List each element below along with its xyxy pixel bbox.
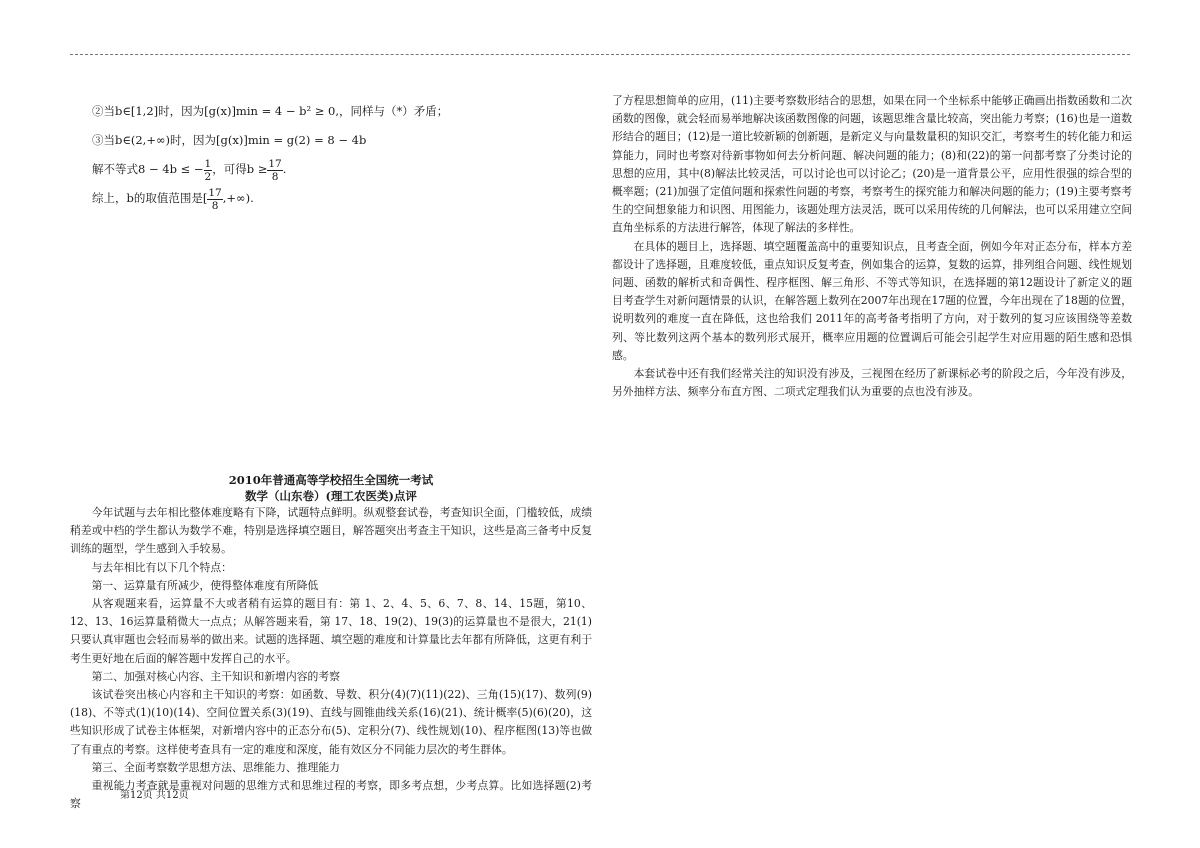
- fraction-denominator: 8: [211, 199, 219, 212]
- case-3-line: ③当b∈(2,+∞)时，因为[g(x)]min = g(2) = 8 − 4b: [92, 133, 367, 147]
- paragraph: 在具体的题目上，选择题、填空题覆盖高中的重要知识点，且考查全面，例如今年对正态分布，样本方差都设计了选择题，且难度较低，重点知识反复考查，例如集合的运算，复数的运算，排列组合问题、线性规划问题、函数的解析式和奇偶性、程序框图、解三角形、不等式等知识，在选择题的第12题设计了新定义的题目考查学生对新问题情景的认识，在解答题上数列在2007年出现在17题的位置，今年出现在了18题的位置，说明数列的难度一直在降低，这也给我们 2011年的高考备考指明了方向，对于数列的复习应该围绕等差数列、等比数列这两个基本的数列形式展开，概率应用题的位置调后可能会引起学生对应用题的陌生感和恐惧感。: [612, 239, 1132, 362]
- inequality-text-post: .: [282, 162, 287, 176]
- conclusion-text-post: ,+∞).: [222, 191, 254, 205]
- inequality-text-pre: 解不等式8 − 4b ≤ −: [92, 162, 204, 176]
- fraction-numerator: 17: [268, 157, 282, 170]
- fraction-half: [204, 158, 213, 183]
- header-rule: [70, 54, 1130, 55]
- page-number: 第12页 共12页: [120, 790, 189, 801]
- fraction-numerator: 1: [204, 157, 212, 170]
- case-2-line: ②当b∈[1,2]时，因为[g(x)]min = 4 − b² ≥ 0,，同样与（*）矛盾；: [92, 104, 449, 118]
- commentary-continuation: [612, 92, 1132, 401]
- paragraph: 本套试卷中还有我们经常关注的知识没有涉及，三视图在经历了新课标必考的阶段之后，今年没有涉及，另外抽样方法、频率分布直方图、二项式定理我们认为重要的点也没有涉及。: [612, 367, 1132, 399]
- paragraph: 了方程思想简单的应用，(11)主要考察数形结合的思想，如果在同一个坐标系中能够正确画出指数函数和二次函数的图像，就会轻而易举地解决该函数图像的问题，该题思维含量比较高，突出能力考察；(16)也是一道数形结合的题目；(12)是一道比较新颖的创新题，是新定义与向量数量积的知识交汇，考察考生的转化能力和运算能力，同时也考察对待新事物如何去分析问题、解决问题的能力；(8)和(22)的第一问都考察了分类讨论的思想的应用，其中(8)解法比较灵活，可以讨论也可以讨论乙；(20)是一道背景公平，应用性很强的综合型的概率题；(21)加强了定值问题和探索性问题的考察，考察考生的探究能力和解决问题的能力；(19)主要考察考生的空间想象能力和识图、用图能力，该题处理方法灵活，既可以采用传统的几何解法，也可以采用建立空间直角坐标系的方法进行解答，体现了解法的多样性。: [612, 94, 1132, 235]
- section-heading: 第二、加强对核心内容、主干知识和新增内容的考察: [91, 669, 340, 683]
- conclusion-text-pre: 综上，b的取值范围是[: [92, 191, 208, 205]
- solution-continuation: [92, 97, 592, 213]
- section-heading: 第三、全面考察数学思想方法、思维能力、推理能力: [91, 760, 340, 774]
- fraction-numerator: 17: [208, 186, 222, 199]
- fraction-denominator: 8: [271, 170, 279, 183]
- inequality-line: [92, 155, 592, 184]
- inequality-text-mid: ，可得b ≥: [212, 162, 268, 176]
- fraction-denominator: 2: [204, 170, 212, 183]
- article-title: 2010年普通高等学校招生全国统一考试: [228, 473, 434, 487]
- paragraph: 与去年相比有以下几个特点：: [91, 560, 232, 574]
- fraction-17-8: [267, 158, 282, 183]
- paragraph: 重视能力考查就是重视对问题的思维方式和思维过程的考察，即多考点想，少考点算。比如选择题(2)考察: [70, 779, 592, 811]
- paragraph: 从客观题来看，运算量不大或者稍有运算的题目有：第 1、2、4、5、6、7、8、14、15题，第10、12、13、16运算量稍微大一点点；从解答题来看，第 17、18、19(2)、19(3)的运算量也不是很大，21(1)只要认真审题也会轻而易举的做出来。试题的选择题、填空题的难度和计算量比去年都有所降低，这更有利于考生更好地在后面的解答题中发挥自己的水平。: [70, 597, 592, 665]
- fraction-17-8-range: [207, 187, 222, 212]
- conclusion-line: [92, 184, 592, 213]
- article-subtitle: 数学（山东卷）(理工农医类)点评: [245, 489, 417, 503]
- exam-review-article: [70, 472, 592, 813]
- paragraph: 今年试题与去年相比整体难度略有下降，试题特点鲜明。纵观整套试卷，考查知识全面，门槛较低，成绩稍差或中档的学生都认为数学不难，特别是选择填空题目，解答题突出考查主干知识，这些是高三备考中反复训练的题型，学生感到入手较易。: [70, 506, 592, 556]
- paragraph: 该试卷突出核心内容和主干知识的考察：如函数、导数、积分(4)(7)(11)(22)、三角(15)(17)、数列(9)(18)、不等式(1)(10)(14)、空间位置关系(3)(19)、直线与圆锥曲线关系(16)(21)、统计概率(5)(6)(20)，这些知识形成了试卷主体框架，对新增内容中的正态分布(5)、定积分(7)、线性规划(10)、程序框图(13)等也做了有重点的考察。这样使考查具有一定的难度和深度，能有效区分不同能力层次的考生群体。: [70, 688, 592, 756]
- section-heading: 第一、运算量有所减少，使得整体难度有所降低: [91, 578, 319, 592]
